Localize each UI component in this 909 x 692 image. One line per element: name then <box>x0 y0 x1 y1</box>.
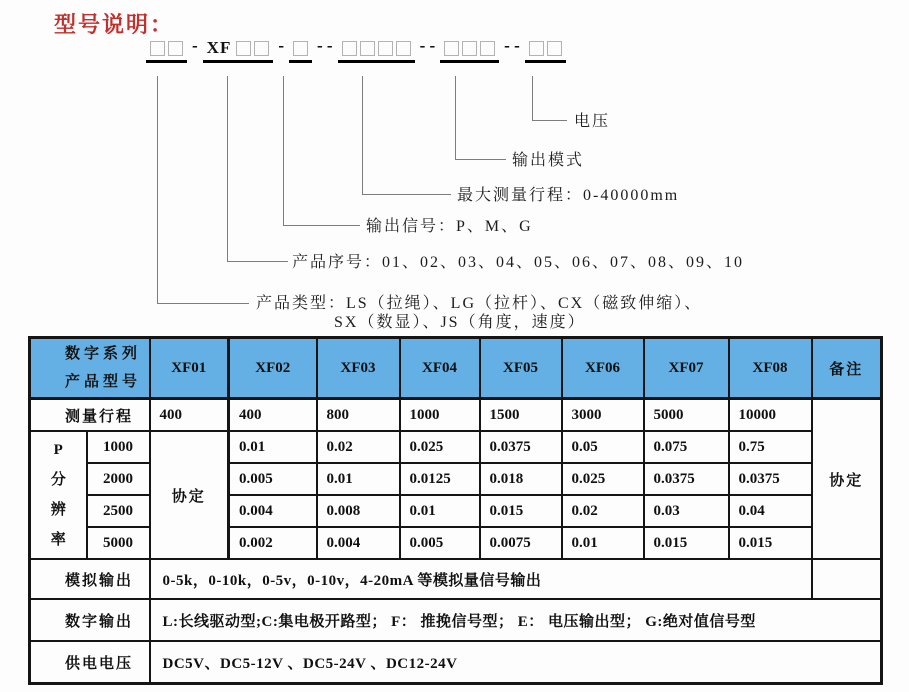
leader-line-output-mode <box>455 76 506 160</box>
model-separator: - - <box>317 36 333 55</box>
resolution-value: 0.01 <box>229 431 317 463</box>
travel-label: 测量行程 <box>30 399 150 432</box>
resolution-value: 0.0375 <box>644 463 729 495</box>
resolution-value: 0.005 <box>229 463 317 495</box>
resolution-value: 0.04 <box>729 495 812 527</box>
resolution-group-label <box>30 431 87 559</box>
callout-output-mode: 输出模式 <box>512 152 585 169</box>
resolution-value: 0.025 <box>562 463 644 495</box>
resolution-char: 率 <box>50 532 66 548</box>
model-separator: - - <box>504 36 520 55</box>
analog-output-value: 0-5k，0-10k，0-5v，0-10v，4-20mA 等模拟量信号输出 <box>150 559 812 599</box>
leader-line-max-travel <box>362 76 451 195</box>
travel-value: 1000 <box>400 399 480 432</box>
resolution-value: 0.004 <box>229 495 317 527</box>
model-box <box>150 41 165 56</box>
model-group-voltage <box>525 41 566 63</box>
header-cell-xf03: XF03 <box>317 338 400 399</box>
callout-output-signal: 输出信号：P、M、G <box>366 218 533 235</box>
header-cell-xf05: XF05 <box>480 338 562 399</box>
model-box <box>168 41 183 56</box>
xf01-agreement-cell: 协定 <box>150 431 229 559</box>
header-cell-xf01: XF01 <box>150 338 229 399</box>
travel-value: 400 <box>150 399 229 432</box>
header-cell-xf02: XF02 <box>229 338 317 399</box>
header-cell-series <box>30 338 150 399</box>
model-box <box>480 41 495 56</box>
header-series-line1: 数字系列 <box>65 346 142 362</box>
resolution-char: 辨 <box>50 502 66 518</box>
resolution-value: 0.0075 <box>480 527 562 559</box>
model-box <box>529 41 544 56</box>
header-cell-xf06: XF06 <box>562 338 644 399</box>
resolution-value: 0.05 <box>562 431 644 463</box>
resolution-value: 0.075 <box>644 431 729 463</box>
leader-line-output-signal <box>283 76 360 226</box>
model-box <box>254 41 269 56</box>
resolution-value: 0.015 <box>729 527 812 559</box>
resolution-value: 0.004 <box>317 527 400 559</box>
header-cell-xf08: XF08 <box>729 338 812 399</box>
travel-row <box>30 399 882 432</box>
header-cell-remark: 备注 <box>812 338 882 399</box>
resolution-value: 0.005 <box>400 527 480 559</box>
model-group-series <box>203 40 274 63</box>
resolution-value: 0.0375 <box>729 463 812 495</box>
travel-value: 5000 <box>644 399 729 432</box>
resolution-value: 0.002 <box>229 527 317 559</box>
model-box <box>360 41 375 56</box>
model-group-signal <box>289 41 312 63</box>
travel-value: 1500 <box>480 399 562 432</box>
header-cell-xf07: XF07 <box>644 338 729 399</box>
spec-table <box>28 336 883 685</box>
resolution-value: 0.018 <box>480 463 562 495</box>
model-box <box>293 41 308 56</box>
model-group-travel <box>338 41 415 63</box>
header-series-line2: 产品型号 <box>65 374 142 390</box>
resolution-value: 0.01 <box>317 463 400 495</box>
page-title: 型号说明： <box>54 12 175 37</box>
resolution-char: P <box>53 442 63 458</box>
model-separator: - <box>192 36 198 55</box>
resolution-sublabel: 1000 <box>87 431 150 463</box>
travel-value: 400 <box>229 399 317 432</box>
resolution-value: 0.0125 <box>400 463 480 495</box>
resolution-sublabel: 2000 <box>87 463 150 495</box>
model-box <box>396 41 411 56</box>
model-separator: - <box>278 36 285 55</box>
resolution-value: 0.0375 <box>480 431 562 463</box>
resolution-value: 0.75 <box>729 431 812 463</box>
model-format-line <box>146 36 566 63</box>
resolution-value: 0.008 <box>317 495 400 527</box>
model-group-type <box>146 41 187 63</box>
header-cell-xf04: XF04 <box>400 338 480 399</box>
table-header-row <box>30 338 882 399</box>
analog-output-row <box>30 559 882 599</box>
resolution-value: 0.01 <box>400 495 480 527</box>
model-box <box>444 41 459 56</box>
travel-value: 3000 <box>562 399 644 432</box>
resolution-row-1000 <box>30 431 882 463</box>
model-prefix-xf: XF <box>206 38 232 57</box>
resolution-value: 0.025 <box>400 431 480 463</box>
callout-max-travel: 最大测量行程：0-40000mm <box>457 187 680 204</box>
analog-output-label: 模拟输出 <box>30 559 150 599</box>
resolution-value: 0.01 <box>562 527 644 559</box>
callout-product-type-line1: 产品类型：LS（拉绳）、LG（拉杆）、CX（磁致伸缩）、 <box>256 295 703 312</box>
model-box <box>462 41 477 56</box>
model-group-output-mode <box>440 41 499 63</box>
resolution-sublabel: 2500 <box>87 495 150 527</box>
leader-line-product-type <box>157 76 249 304</box>
resolution-value: 0.015 <box>480 495 562 527</box>
resolution-value: 0.02 <box>317 431 400 463</box>
model-box <box>378 41 393 56</box>
resolution-value: 0.015 <box>644 527 729 559</box>
power-supply-value: DC5V、DC5-12V 、DC5-24V 、DC12-24V <box>150 641 882 684</box>
power-supply-row <box>30 641 882 684</box>
callout-product-serial: 产品序号：01、02、03、04、05、06、07、08、09、10 <box>292 254 745 271</box>
resolution-sublabel: 5000 <box>87 527 150 559</box>
digital-output-label: 数字输出 <box>30 599 150 641</box>
travel-value: 10000 <box>729 399 812 432</box>
digital-output-value: L:长线驱动型;C:集电极开路型； F： 推挽信号型； E： 电压输出型； G:绝对值信号型 <box>150 599 882 641</box>
travel-value: 800 <box>317 399 400 432</box>
resolution-value: 0.02 <box>562 495 644 527</box>
model-separator: - - <box>419 36 436 55</box>
digital-output-row <box>30 599 882 641</box>
model-box <box>547 41 562 56</box>
callout-voltage: 电压 <box>574 113 611 130</box>
model-box <box>342 41 357 56</box>
resolution-char: 分 <box>50 472 66 488</box>
leader-line-voltage <box>532 76 567 121</box>
callout-product-type-line2: SX（数显）、JS（角度，速度） <box>334 314 586 331</box>
power-supply-label: 供电电压 <box>30 641 150 684</box>
resolution-value: 0.03 <box>644 495 729 527</box>
analog-remark-empty-cell <box>812 559 882 599</box>
model-box <box>236 41 251 56</box>
remark-agreement-cell: 协定 <box>812 399 882 560</box>
